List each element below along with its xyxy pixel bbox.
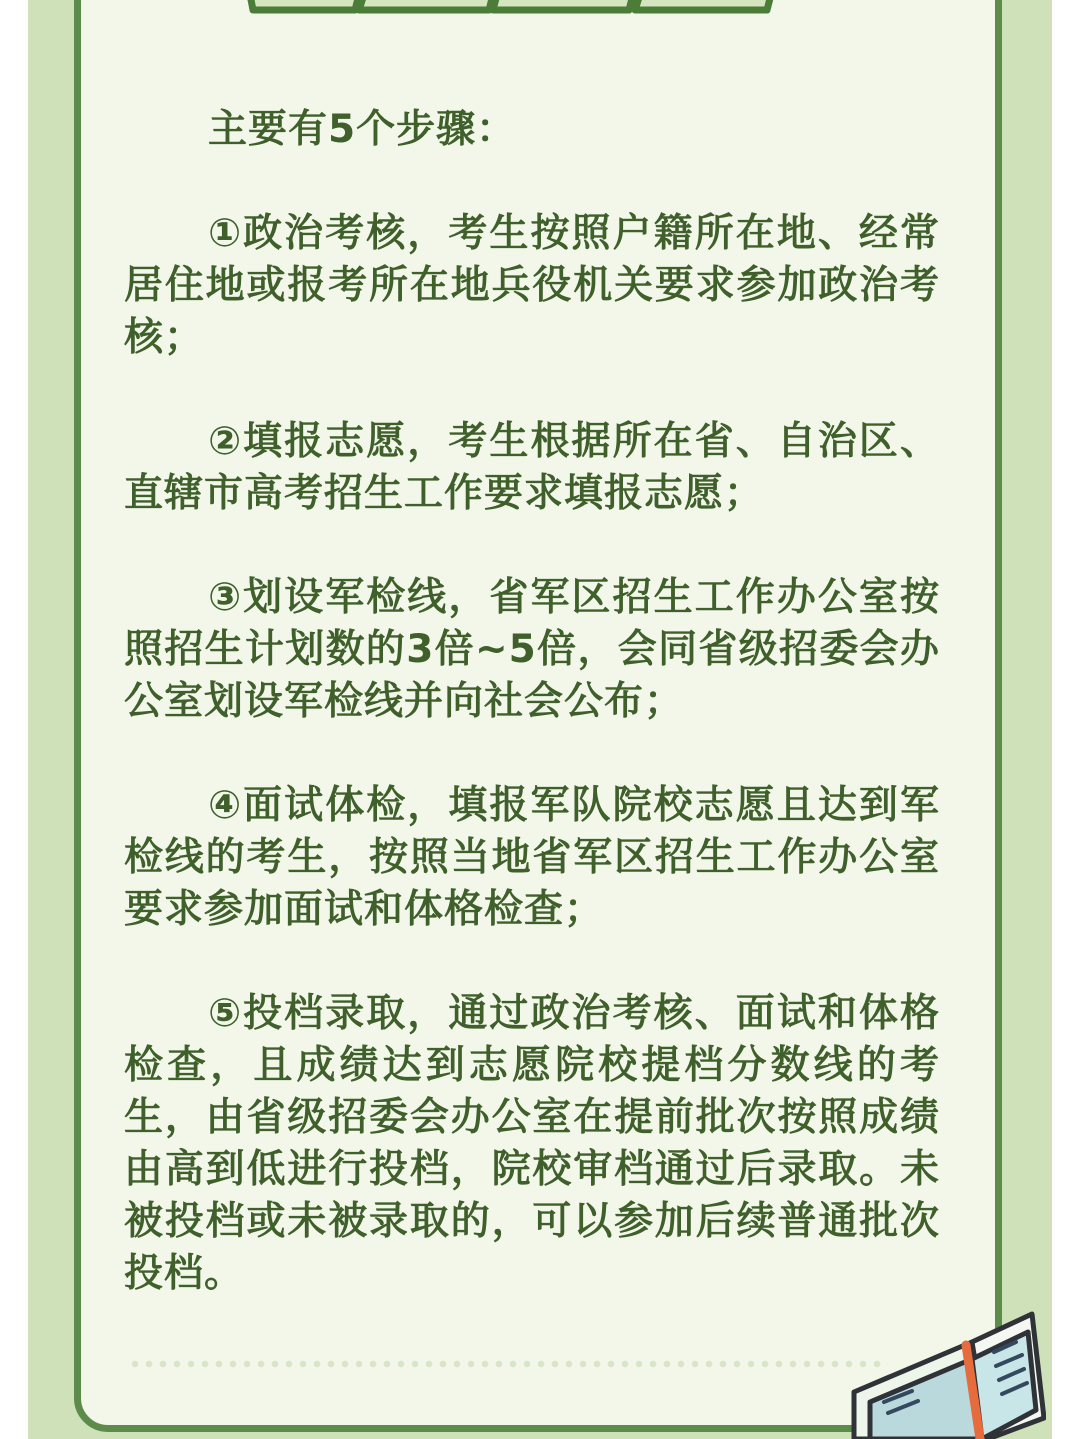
step-3: ③划设军检线，省军区招生工作办公室按照招生计划数的3倍~5倍，会同省级招委会办公室划设军检线并向社会公布；: [124, 575, 940, 724]
step-5: ⑤投档录取，通过政治考核、面试和体格检查，且成绩达到志愿院校提档分数线的考生，由省级招委会办公室在提前批次按照成绩由高到低进行投档，院校审档通过后录取。未被投档或未被录取的，可以参加后续普通批次投档。: [124, 991, 940, 1296]
step-1: ①政治考核，考生按照户籍所在地、经常居住地或报考所在地兵役机关要求参加政治考核；: [124, 211, 940, 360]
step-list: [124, 208, 940, 1300]
cropped-title-text: [235, 0, 795, 22]
intro-text: 主要有5个步骤：: [208, 107, 517, 152]
step-2: ②填报志愿，考生根据所在省、自治区、直辖市高考招生工作要求填报志愿；: [124, 419, 940, 516]
dotted-divider: [128, 1360, 888, 1368]
document-content: [124, 104, 940, 1300]
step-4: ④面试体检，填报军队院校志愿且达到军检线的考生，按照当地省军区招生工作办公室要求参加面试和体格检查；: [124, 783, 940, 932]
open-notebook-icon: [846, 1310, 1046, 1439]
